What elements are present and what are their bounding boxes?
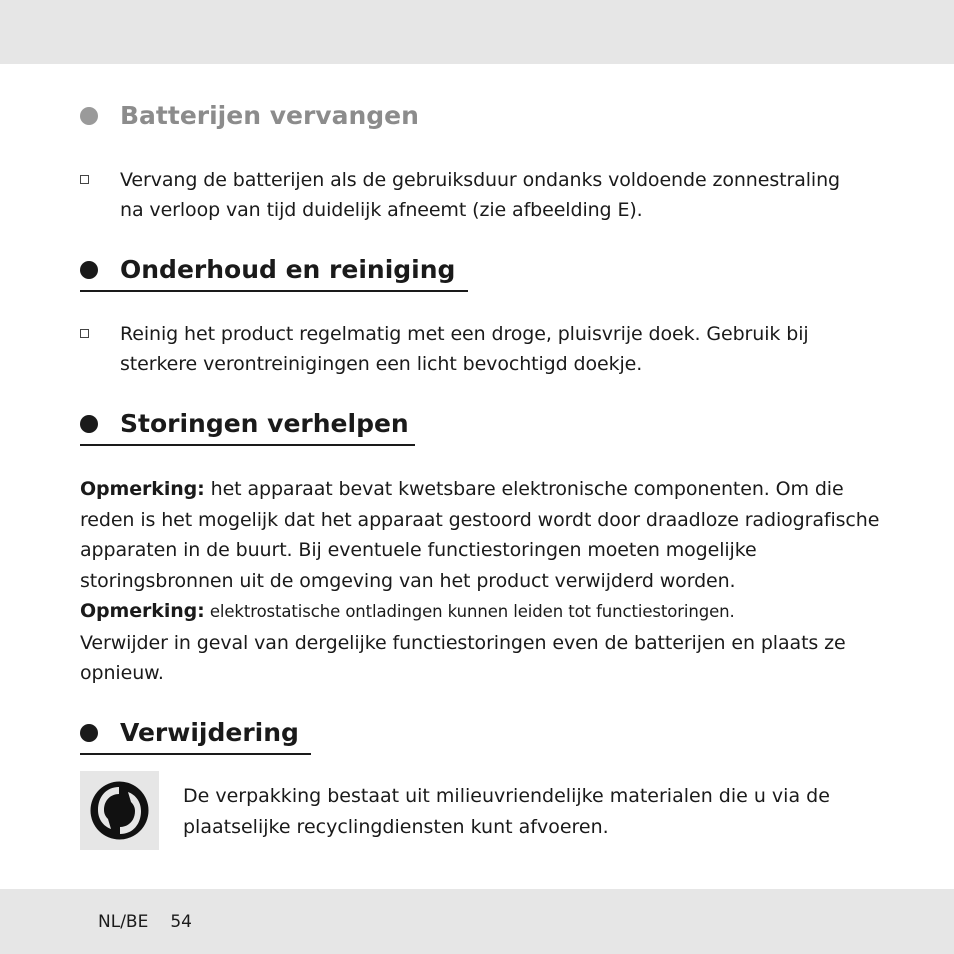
page-footer [98,911,192,933]
heading-title: Storingen verhelpen [120,409,409,438]
section-heading-batterijen [80,101,419,131]
note-label: Opmerking: [80,600,205,622]
recycling-logo-box [80,771,159,850]
heading-bullet-icon [80,261,98,279]
section-heading-storingen [80,409,409,439]
square-bullet-icon [80,175,89,184]
footer-locale: NL/BE [98,912,149,932]
heading-title: Verwijdering [120,718,299,747]
heading-bullet-icon [80,724,98,742]
list-item-text: Vervang de batterijen als de gebruiksduur ondanks voldoende zonnestraling na verloop van tijd duidelijk afneemt (zie afbeelding E). [120,169,841,221]
heading-title: Onderhoud en reiniging [120,255,456,284]
heading-underline [80,444,415,446]
disposal-text: De verpakking bestaat uit milieuvriendelijke materialen die u via de plaatselijke recyclingdiensten kunt afvoeren. [183,785,830,838]
list-item-text: Reinig het product regelmatig met een droge, pluisvrije doek. Gebruik bij sterkere verontreinigingen een licht bevochtigd doekje. [120,323,809,375]
page-number: 54 [170,912,192,932]
heading-bullet-icon [80,107,98,125]
note-paragraph-1: Opmerking: het apparaat bevat kwetsbare elektronische componenten. Om die reden is het mogelijk dat het apparaat gestoord wordt door draadloze radiografische apparaten in de buurt. Bij eventuele functiestoringen moeten mogelijke storingsbronnen uit de omgeving van het product verwijderd worden. Opmerking: elektrostatische ontladingen kunnen leiden tot functiestoringen. Verwijder in geval van dergelijke functiestoringen even de batterijen en plaats ze opnieuw. [80,478,880,684]
note-label: Opmerking: [80,478,205,500]
heading-underline [80,290,468,292]
section-heading-verwijdering [80,718,299,748]
heading-title: Batterijen vervangen [120,101,419,130]
green-dot-recycling-icon [80,771,159,850]
square-bullet-icon [80,329,89,338]
heading-bullet-icon [80,415,98,433]
heading-underline [80,753,311,755]
header-band [0,0,954,64]
section-heading-onderhoud [80,255,455,285]
